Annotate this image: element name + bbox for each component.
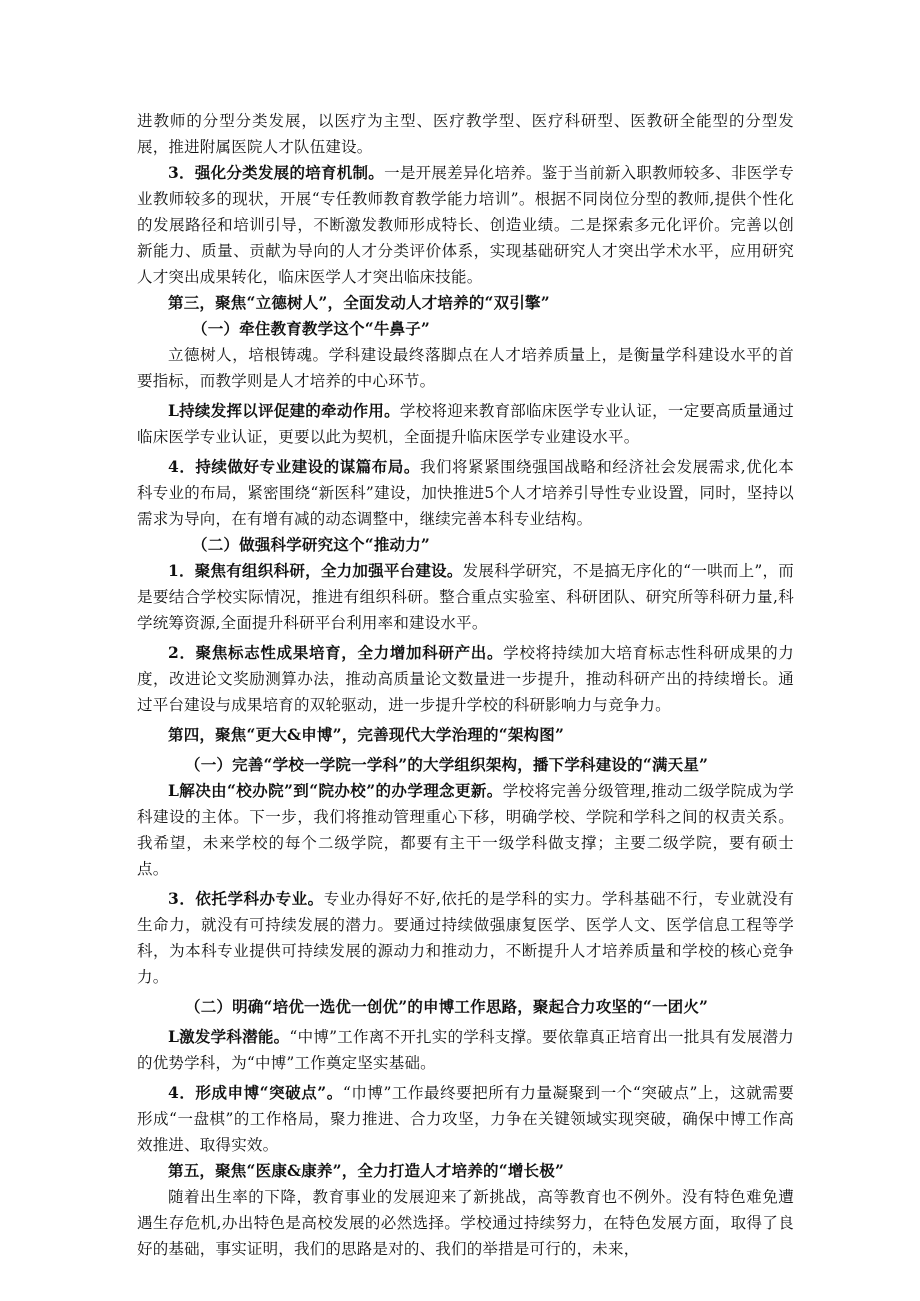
paragraph-9: 3．依托学科办专业。专业办得好不好,依托的是学科的实力。学科基础不行，专业就没有生命力，就没有可持续发展的潜力。要通过持续做强康复医学、医学人文、医学信息工程等学科，为本科专业提供可持续发展的源动力和推动力，不断提升人才培养质量和学校的核心竞争力。	[137, 889, 794, 986]
paragraph-lead: 3．依托学科办专业。	[168, 889, 324, 908]
section-heading-5: 第五，聚焦“医康&康养”，全力打造人才培养的“增长极”	[168, 1161, 565, 1180]
paragraph-lead: L激发学科潜能。	[168, 1027, 290, 1046]
subheading-3-2: （二）做强科学研究这个“推动力”	[192, 535, 431, 554]
paragraph-12: 随着出生率的下降，教育事业的发展迎来了新挑战，高等教育也不例外。没有特色难免遭遇生存危机,办出特色是高校发展的必然选择。学校通过持续努力，在特色发展方面，取得了良好的基础，事实证明，我们的思路是对的、我们的举措是可行的，未来，	[137, 1188, 794, 1258]
paragraph-lead: 4．形成申博“突破点”。	[168, 1083, 343, 1102]
paragraph-8: L解决由“校办院”到“院办校”的办学理念更新。学校将完善分级管理,推动二级学院成为学科建设的主体。下一步，我们将推动管理重心下移，明确学校、学院和学科之间的权责关系。我希望，未来学校的每个二级学院，都要有主干一级学科做支撑；主要二级学院，要有硕士点。	[137, 781, 794, 878]
paragraph-1: 进教师的分型分类发展，以医疗为主型、医疗教学型、医疗科研型、医教研全能型的分型发展，推进附属医院人才队伍建设。	[137, 112, 794, 156]
paragraph-5: 4．持续做好专业建设的谋篇布局。我们将紧紧围绕强国战略和经济社会发展需求,优化本科专业的布局，紧密围绕“新医科”建设，加快推进5个人才培养引导性专业设置，同时，坚持以需求为导向，在有增有减的动态调整中，继续完善本科专业结构。	[137, 457, 794, 528]
subheading-4-2: （二）明确“培优一选优一创优”的申博工作思路，聚起合力攻坚的“一团火”	[185, 997, 709, 1016]
paragraph-lead: L解决由“校办院”到“院办校”的办学理念更新。	[168, 781, 503, 800]
subheading-3-1: （一）牵住教育教学这个“牛鼻子”	[192, 319, 431, 338]
paragraph-11: 4．形成申博“突破点”。“巾博”工作最终要把所有力量凝聚到一个“突破点”上，这就需要形成“一盘棋”的工作格局，聚力推进、合力攻坚，力争在关键领域实现突破，确保中博工作高效推进、取得实效。	[137, 1083, 794, 1154]
paragraph-lead: 2．聚焦标志性成果培育，全力增加科研产出。	[168, 643, 504, 662]
paragraph-lead: 4．持续做好专业建设的谋篇布局。	[168, 457, 420, 476]
paragraph-3: 立德树人，培根铸魂。学科建设最终落脚点在人才培养质量上，是衡量学科建设水平的首要指标，而教学则是人才培养的中心环节。	[137, 346, 794, 390]
subheading-4-1: （一）完善“学校一学院一学科”的大学组织架构，播下学科建设的“满天星”	[185, 755, 709, 774]
section-heading-3: 第三，聚焦“立德树人”，全面发动人才培养的“双引擎”	[168, 293, 550, 312]
paragraph-4: L持续发挥以评促建的牵动作用。学校将迎来教育部临床医学专业认证，一定要高质量通过临床医学专业认证，更要以此为契机，全面提升临床医学专业建设水平。	[137, 401, 794, 446]
paragraph-2: 3．强化分类发展的培育机制。一是开展差异化培养。鉴于当前新入职教师较多、非医学专业教师较多的现状，开展“专任教师教育教学能力培训”。根据不同岗位分型的教师,提供个性化的发展路径和培训引导，不断激发教师形成特长、创造业绩。二是探索多元化评价。完善以创新能力、质量、贡献为导向的人才分类评价体系，实现基础研究人才突出学术水平，应用研究人才突出成果转化，临床医学人才突出临床技能。	[137, 163, 794, 286]
paragraph-lead: 3．强化分类发展的培育机制。	[168, 163, 385, 182]
paragraph-lead: 1．聚焦有组织科研，全力加强平台建设。	[168, 561, 463, 580]
paragraph-7: 2．聚焦标志性成果培育，全力增加科研产出。学校将持续加大培育标志性科研成果的力度，改进论文奖励测算办法，推动高质量论文数量进一步提升，推动科研产出的持续增长。通过平台建设与成果培育的双轮驱动，进一步提升学校的科研影响力与竞争力。	[137, 643, 794, 714]
paragraph-lead: L持续发挥以评促建的牵动作用。	[168, 401, 400, 420]
section-heading-4: 第四，聚焦“更大&申博”，完善现代大学治理的“架构图”	[168, 725, 565, 744]
paragraph-10: L激发学科潜能。“中博”工作离不开扎实的学科支撑。要依靠真正培育出一批具有发展潜力的优势学科，为“中博”工作奠定坚实基础。	[137, 1027, 795, 1072]
paragraph-6: 1．聚焦有组织科研，全力加强平台建设。发展科学研究，不是搞无序化的“一哄而上”，而是要结合学校实际情况，推进有组织科研。整合重点实验室、科研团队、研究所等科研力量,科学统筹资源,全面提升科研平台利用率和建设水平。	[137, 561, 795, 632]
